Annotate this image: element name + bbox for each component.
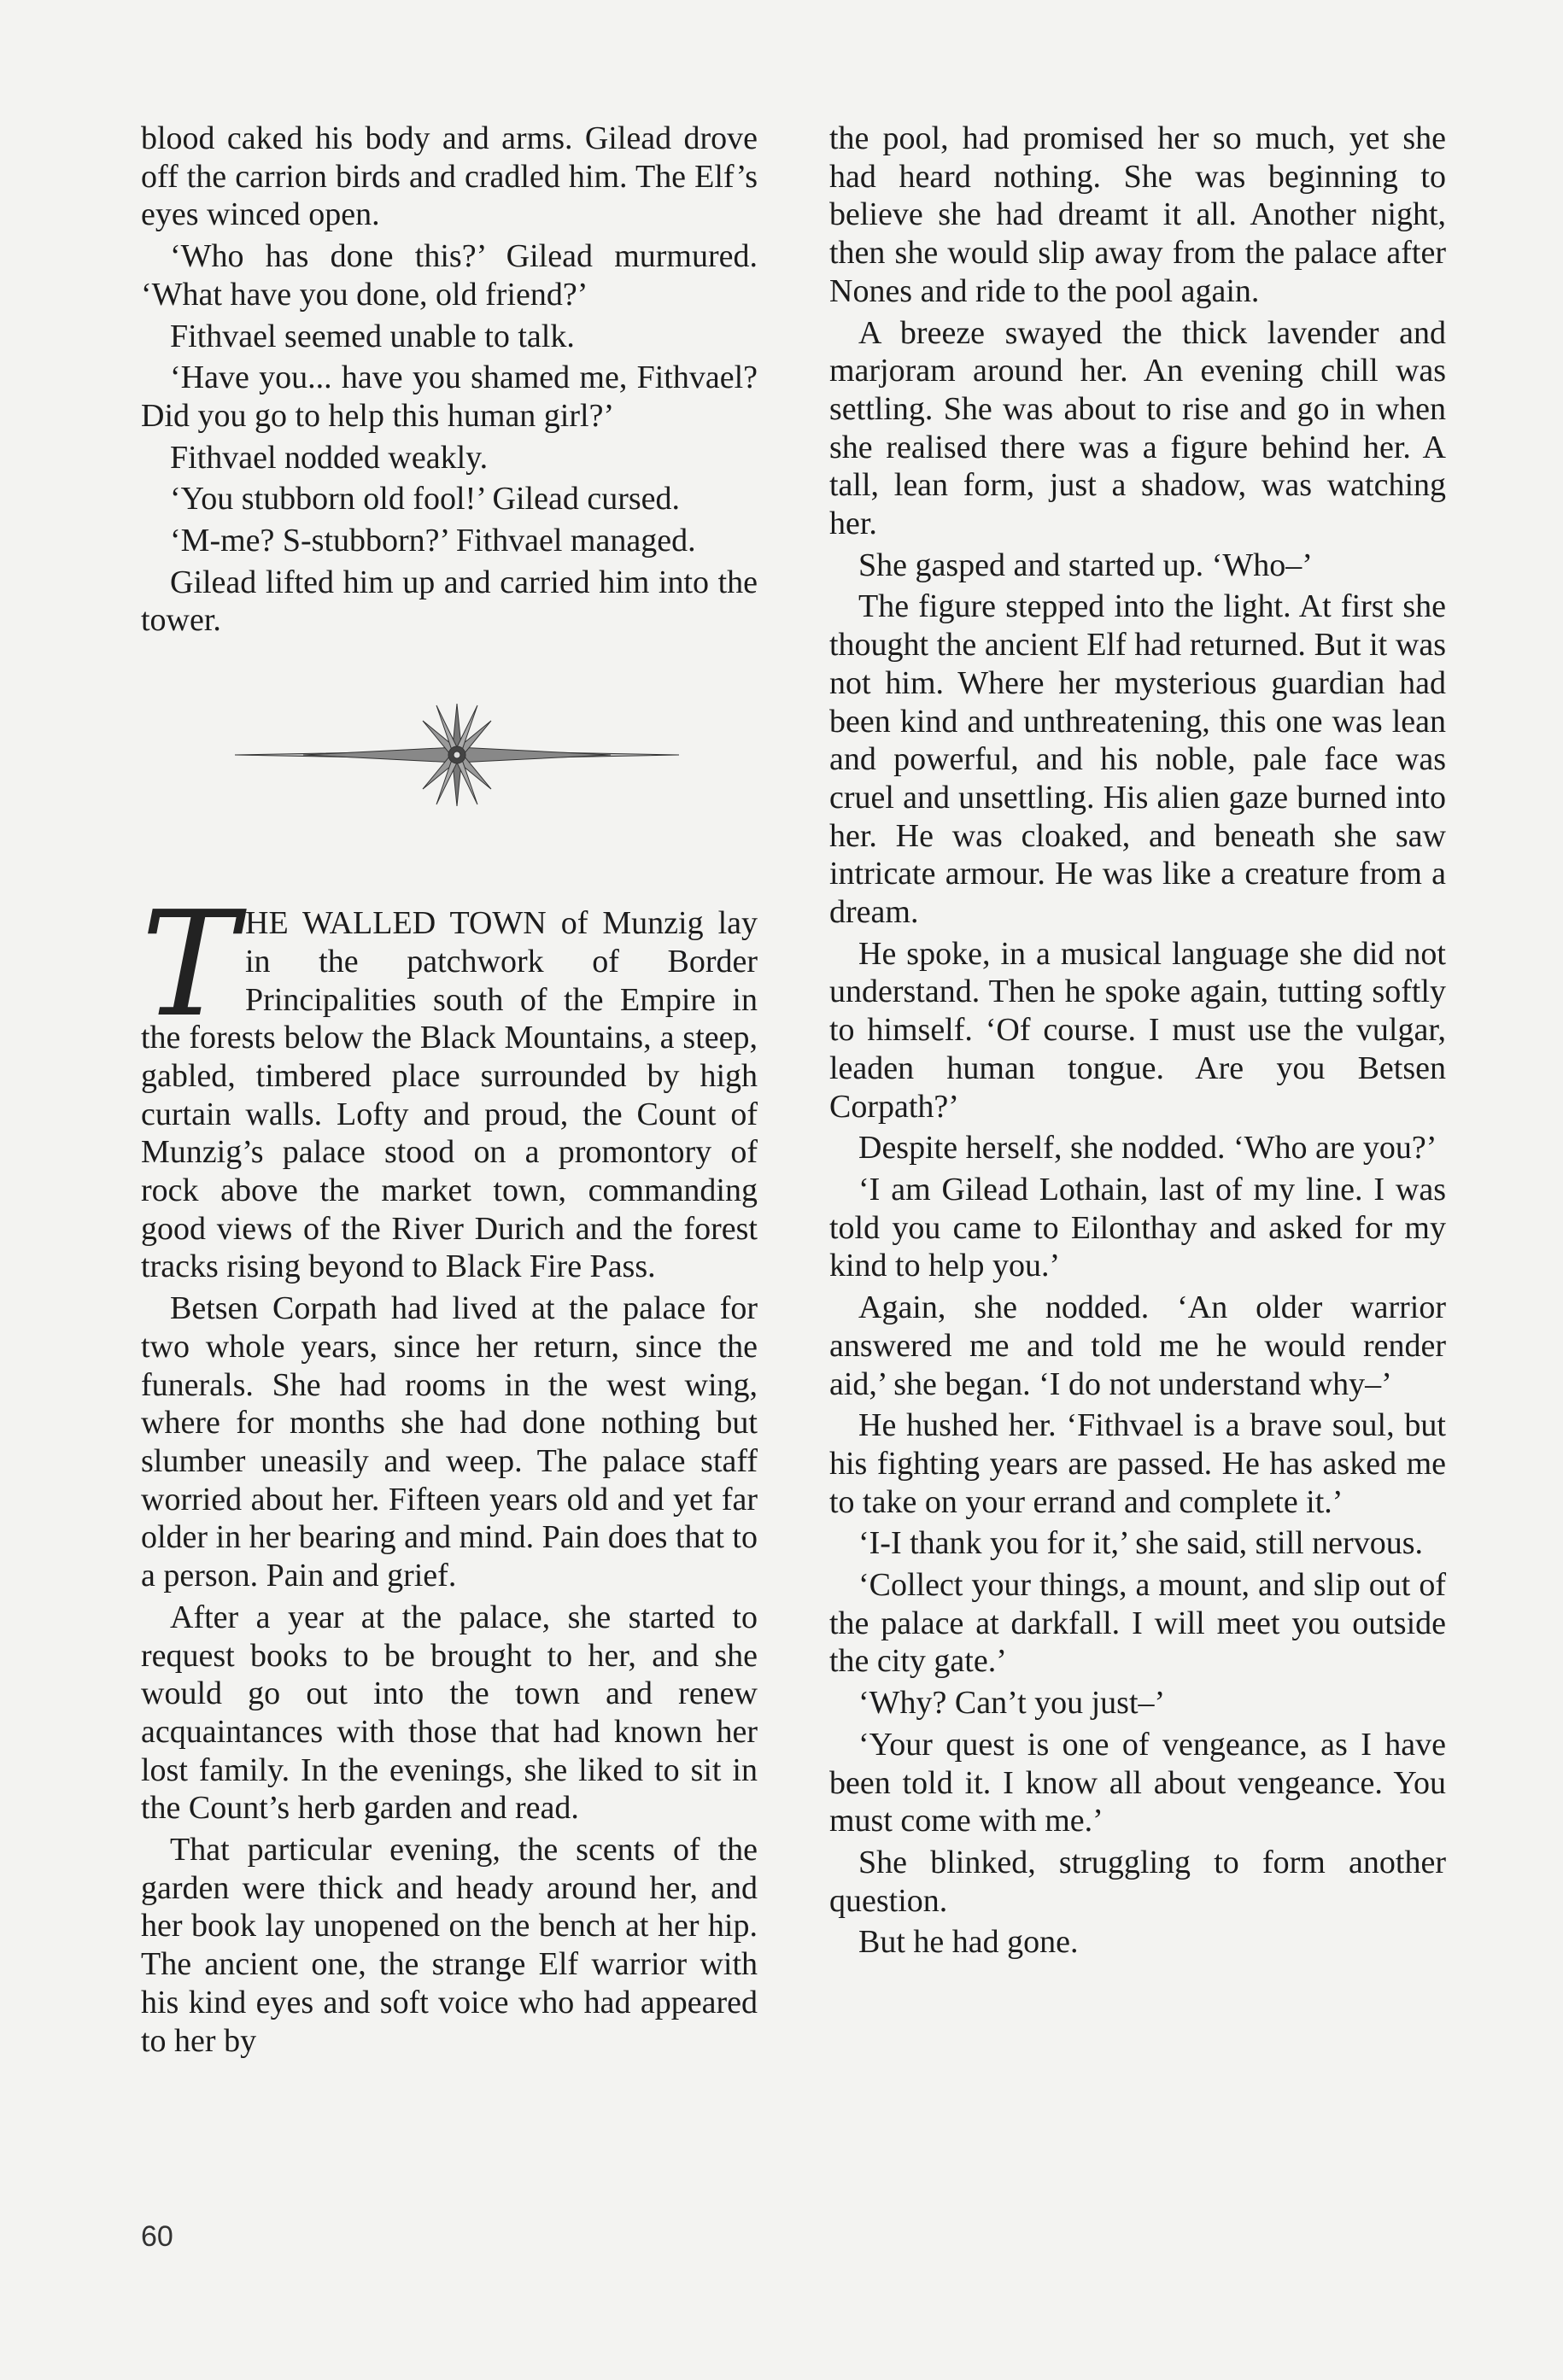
dropcap-rest: HE WALLED TOWN of Munzig lay in the patchwork of Border Principalities south of the Empire in the forests below the Black Mountains, a steep, gabled, timbered place surrounded by high curtain walls. Lofty and proud, the Count of Munzig’s palace stood on a promontory of rock above the market town, commanding good views of the River Durich and the forest tracks rising beyond to Black Fire Pass.: [141, 905, 758, 1285]
paragraph: He spoke, in a musical language she did not understand. Then he spoke again, tutting softly to himself. ‘Of course. I must use the vulgar, leaden human tongue. Are you Betsen Corpath?’: [829, 935, 1446, 1125]
paragraph: ‘Your quest is one of vengeance, as I have been told it. I know all about vengeance. You must come with me.’: [829, 1726, 1446, 1839]
paragraph: She blinked, struggling to form another question.: [829, 1844, 1446, 1919]
paragraph: He hushed her. ‘Fithvael is a brave soul, but his fighting years are passed. He has asked me to take on your errand and complete it.’: [829, 1407, 1446, 1520]
paragraph: ‘Who has done this?’ Gilead murmured. ‘What have you done, old friend?’: [141, 238, 758, 313]
paragraph: ‘You stubborn old fool!’ Gilead cursed.: [170, 481, 681, 518]
paragraph: Despite herself, she nodded. ‘Who are you?’: [858, 1130, 1437, 1167]
paragraph: blood caked his body and arms. Gilead drove off the carrion birds and cradled him. The Elf’s eyes winced open.: [141, 120, 758, 233]
left-paragraphs-before: [141, 120, 758, 640]
star-ornament-icon: [141, 691, 758, 819]
page-number: 60: [141, 2220, 173, 2253]
paragraph: A breeze swayed the thick lavender and marjoram around her. An evening chill was settling. She was about to rise and go in when she realised there was a figure behind her. A tall, lean form, just a shadow, was watching her.: [829, 314, 1446, 542]
paragraph: After a year at the palace, she started to request books to be brought to her, and she would go out into the town and renew acquaintances with those that had known her lost family. In the evenings, she liked to sit in the Count’s herb garden and read.: [141, 1599, 758, 1827]
paragraph: But he had gone.: [858, 1924, 1079, 1961]
dropcap-paragraph: [141, 880, 758, 1286]
paragraph: Gilead lifted him up and carried him into the tower.: [141, 564, 758, 639]
paragraph: She gasped and started up. ‘Who–’: [858, 547, 1313, 583]
dropcap-letter: T: [141, 880, 238, 1050]
paragraph: The figure stepped into the light. At first she thought the ancient Elf had returned. But it was not him. Where her mysterious guardian had been kind and unthreatening, this one was lean and powerful, and his noble, pale face was cruel and unsettling. His alien gaze burned into her. He was cloaked, and beneath she saw intricate armour. He was like a creature from a dream.: [829, 588, 1446, 931]
paragraph: ‘M-me? S-stubborn?’ Fithvael managed.: [170, 523, 696, 559]
paragraph: ‘Have you... have you shamed me, Fithvael? Did you go to help this human girl?’: [141, 360, 758, 434]
right-column: [829, 120, 1446, 1965]
paragraph: Fithvael seemed unable to talk.: [170, 318, 575, 354]
paragraph: ‘I am Gilead Lothain, last of my line. I was told you came to Eilonthay and asked for my kind to help you.’: [829, 1171, 1446, 1284]
paragraph: That particular evening, the scents of the garden were thick and heady around her, and her book lay unopened on the bench at her hip. The ancient one, the strange Elf warrior with his kind eyes and soft voice who had appeared to her by: [141, 1832, 758, 2059]
left-column: [141, 120, 758, 2063]
left-paragraphs-after: [141, 1289, 758, 2060]
paragraph: the pool, had promised her so much, yet she had heard nothing. She was beginning to believe she had dreamt it all. Another night, then she would slip away from the palace after Nones and ride to the pool again.: [829, 120, 1446, 309]
paragraph: ‘Collect your things, a mount, and slip out of the palace at darkfall. I will meet you outside the city gate.’: [829, 1567, 1446, 1680]
paragraph: Fithvael nodded weakly.: [170, 439, 489, 476]
paragraph: ‘Why? Can’t you just–’: [858, 1685, 1166, 1722]
paragraph: Betsen Corpath had lived at the palace for two whole years, since her return, since the funerals. She had rooms in the west wing, where for months she had done nothing but slumber uneasily and weep. The palace staff worried about her. Fifteen years old and yet far older in her bearing and mind. Pain does that to a person. Pain and grief.: [141, 1290, 758, 1594]
paragraph: ‘I-I thank you for it,’ she said, still nervous.: [858, 1525, 1423, 1562]
paragraph: Again, she nodded. ‘An older warrior answered me and told me he would render aid,’ she began. ‘I do not understand why–’: [829, 1289, 1446, 1402]
